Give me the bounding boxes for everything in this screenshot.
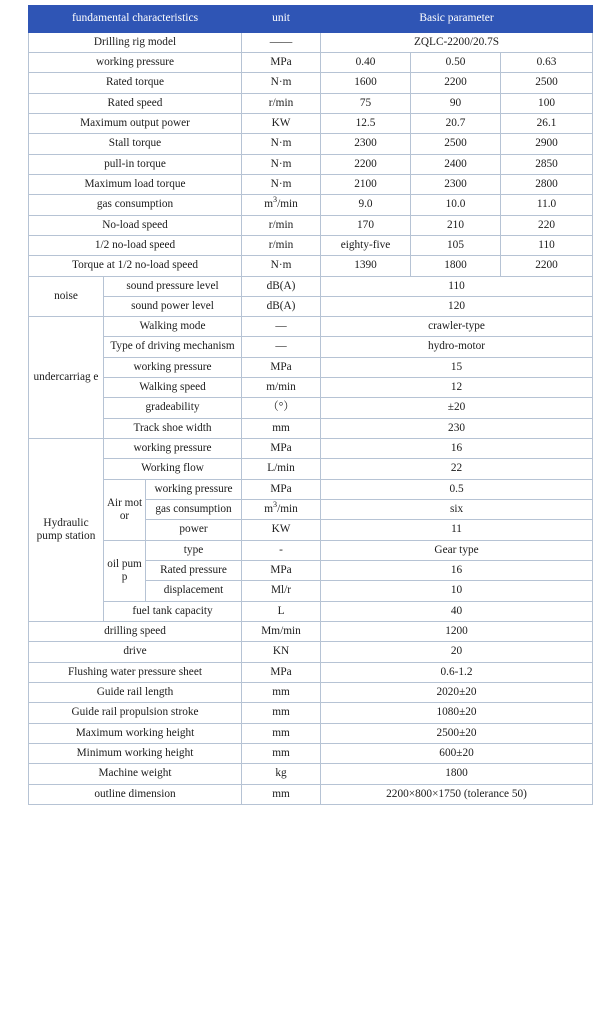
table-row-undercarriage-walking-mode — [29, 317, 593, 337]
row-label: Guide rail length — [29, 683, 242, 703]
row-value-1: 2300 — [321, 134, 411, 154]
row-value-2: 2200 — [411, 73, 501, 93]
table-row-machine-weight — [29, 764, 593, 784]
table-row-flushing-water-pressure — [29, 662, 593, 682]
row-unit: r/min — [242, 93, 321, 113]
row-value: ±20 — [321, 398, 593, 418]
row-value-3: 220 — [501, 215, 593, 235]
row-unit: mm — [242, 418, 321, 438]
table-row-guide-rail-length — [29, 683, 593, 703]
row-value: Gear type — [321, 540, 593, 560]
row-value: 1800 — [321, 764, 593, 784]
row-value-2: 2300 — [411, 174, 501, 194]
row-unit: KN — [242, 642, 321, 662]
row-unit: r/min — [242, 235, 321, 255]
row-value: 600±20 — [321, 744, 593, 764]
row-value-2: 2400 — [411, 154, 501, 174]
row-label: drilling speed — [29, 622, 242, 642]
row-value: 15 — [321, 357, 593, 377]
row-value-2: 210 — [411, 215, 501, 235]
row-label: Maximum working height — [29, 723, 242, 743]
row-value: 22 — [321, 459, 593, 479]
row-unit: mm — [242, 723, 321, 743]
row-unit: dB(A) — [242, 296, 321, 316]
table-row-guide-rail-propulsion-stroke — [29, 703, 593, 723]
unit-superscript: 3 — [273, 195, 278, 205]
group-label-oil-pump: oil pum p — [104, 540, 146, 601]
unit-superscript: 3 — [273, 500, 278, 510]
row-unit: m/min — [242, 378, 321, 398]
table-row-oil-pump-type — [29, 540, 593, 560]
row-unit: N·m — [242, 134, 321, 154]
row-value: 1080±20 — [321, 703, 593, 723]
header-characteristics: fundamental characteristics — [29, 6, 242, 33]
row-label: Walking mode — [104, 317, 242, 337]
table-row-half-no-load-speed — [29, 235, 593, 255]
row-label: displacement — [146, 581, 242, 601]
row-unit: （°） — [242, 398, 321, 418]
row-unit: N·m — [242, 154, 321, 174]
table-row-undercarriage-track-shoe-width — [29, 418, 593, 438]
row-label: No-load speed — [29, 215, 242, 235]
table-row-drive — [29, 642, 593, 662]
row-value-2: 2500 — [411, 134, 501, 154]
table-row-noise-sound-pressure — [29, 276, 593, 296]
row-value-3: 2200 — [501, 256, 593, 276]
table-row-gas-consumption — [29, 195, 593, 215]
row-unit: KW — [242, 520, 321, 540]
row-label: Flushing water pressure sheet — [29, 662, 242, 682]
row-unit: Mm/min — [242, 622, 321, 642]
table-row-hydraulic-working-pressure — [29, 439, 593, 459]
row-value: 10 — [321, 581, 593, 601]
row-value-2: 20.7 — [411, 113, 501, 133]
table-header-row — [29, 6, 593, 33]
table-row-drilling-speed — [29, 622, 593, 642]
row-value-1: 2100 — [321, 174, 411, 194]
row-label: Rated torque — [29, 73, 242, 93]
row-unit: —— — [242, 32, 321, 52]
row-label: gradeability — [104, 398, 242, 418]
row-label: sound power level — [104, 296, 242, 316]
table-row-model — [29, 32, 593, 52]
group-label-noise: noise — [29, 276, 104, 317]
row-label: Maximum load torque — [29, 174, 242, 194]
row-value: 2200×800×1750 (tolerance 50) — [321, 784, 593, 804]
row-label: Track shoe width — [104, 418, 242, 438]
row-label: Torque at 1/2 no-load speed — [29, 256, 242, 276]
row-value: 16 — [321, 439, 593, 459]
row-label: Minimum working height — [29, 744, 242, 764]
row-label: working pressure — [104, 439, 242, 459]
table-row-working-pressure — [29, 52, 593, 72]
row-unit: KW — [242, 113, 321, 133]
row-value-3: 2800 — [501, 174, 593, 194]
row-label: working pressure — [29, 52, 242, 72]
row-value: 2500±20 — [321, 723, 593, 743]
row-label: Machine weight — [29, 764, 242, 784]
row-value: 2020±20 — [321, 683, 593, 703]
table-row-noise-sound-power — [29, 296, 593, 316]
unit-base: m — [264, 503, 274, 516]
row-unit: mm — [242, 683, 321, 703]
row-unit: Ml/r — [242, 581, 321, 601]
row-unit: MPa — [242, 479, 321, 499]
row-value-3: 2850 — [501, 154, 593, 174]
row-value-3: 11.0 — [501, 195, 593, 215]
row-value: 20 — [321, 642, 593, 662]
table-row-air-motor-working-pressure — [29, 479, 593, 499]
row-value-3: 100 — [501, 93, 593, 113]
row-value: 40 — [321, 601, 593, 621]
row-label: Guide rail propulsion stroke — [29, 703, 242, 723]
row-unit: - — [242, 540, 321, 560]
table-row-stall-torque — [29, 134, 593, 154]
row-unit: N·m — [242, 73, 321, 93]
table-row-no-load-speed — [29, 215, 593, 235]
row-unit: mm — [242, 744, 321, 764]
drilling-rig-specification-table — [28, 5, 593, 805]
row-label: gas consumption — [29, 195, 242, 215]
row-unit: L/min — [242, 459, 321, 479]
row-value: 110 — [321, 276, 593, 296]
row-value-1: 75 — [321, 93, 411, 113]
row-unit: dB(A) — [242, 276, 321, 296]
row-unit — [242, 195, 321, 215]
table-row-max-load-torque — [29, 174, 593, 194]
table-row-undercarriage-working-pressure — [29, 357, 593, 377]
row-unit — [242, 500, 321, 520]
row-value: 12 — [321, 378, 593, 398]
row-value: 16 — [321, 561, 593, 581]
table-row-max-output-power — [29, 113, 593, 133]
row-label: Stall torque — [29, 134, 242, 154]
row-label: type — [146, 540, 242, 560]
table-row-rated-speed — [29, 93, 593, 113]
row-label: Type of driving mechanism — [104, 337, 242, 357]
row-value-3: 0.63 — [501, 52, 593, 72]
row-value-1: 1390 — [321, 256, 411, 276]
row-value: 230 — [321, 418, 593, 438]
table-row-rated-torque — [29, 73, 593, 93]
row-unit: L — [242, 601, 321, 621]
row-value-3: 2500 — [501, 73, 593, 93]
row-unit: r/min — [242, 215, 321, 235]
row-value: hydro-motor — [321, 337, 593, 357]
row-value-2: 105 — [411, 235, 501, 255]
row-label: Drilling rig model — [29, 32, 242, 52]
group-label-hydraulic-pump-station: Hydraulic pump station — [29, 439, 104, 622]
row-value: crawler-type — [321, 317, 593, 337]
row-value: 0.5 — [321, 479, 593, 499]
row-unit: MPa — [242, 561, 321, 581]
row-unit: mm — [242, 703, 321, 723]
row-label: pull-in torque — [29, 154, 242, 174]
row-label: sound pressure level — [104, 276, 242, 296]
row-label: Walking speed — [104, 378, 242, 398]
row-label: Rated pressure — [146, 561, 242, 581]
group-label-undercarriage: undercarriag e — [29, 317, 104, 439]
row-value-1: 2200 — [321, 154, 411, 174]
row-value-2: 10.0 — [411, 195, 501, 215]
table-row-outline-dimension — [29, 784, 593, 804]
row-value-2: 0.50 — [411, 52, 501, 72]
row-unit: kg — [242, 764, 321, 784]
header-basic-parameter: Basic parameter — [321, 6, 593, 33]
row-label: fuel tank capacity — [104, 601, 242, 621]
row-unit: MPa — [242, 662, 321, 682]
table-row-hydraulic-working-flow — [29, 459, 593, 479]
row-label: Maximum output power — [29, 113, 242, 133]
unit-suffix: /min — [277, 198, 298, 211]
row-label: gas consumption — [146, 500, 242, 520]
row-value-3: 26.1 — [501, 113, 593, 133]
header-unit: unit — [242, 6, 321, 33]
row-value: ZQLC-2200/20.7S — [321, 32, 593, 52]
table-row-torque-half-no-load — [29, 256, 593, 276]
row-unit: N·m — [242, 174, 321, 194]
row-unit: MPa — [242, 52, 321, 72]
row-unit: — — [242, 337, 321, 357]
row-label: working pressure — [104, 357, 242, 377]
row-value-1: 1600 — [321, 73, 411, 93]
row-value: 11 — [321, 520, 593, 540]
row-label: drive — [29, 642, 242, 662]
row-label: 1/2 no-load speed — [29, 235, 242, 255]
row-value-3: 2900 — [501, 134, 593, 154]
unit-base: m — [264, 198, 274, 211]
row-value-1: eighty-five — [321, 235, 411, 255]
row-value: 1200 — [321, 622, 593, 642]
row-label: outline dimension — [29, 784, 242, 804]
table-row-max-working-height — [29, 723, 593, 743]
group-label-air-motor: Air mot or — [104, 479, 146, 540]
row-unit: — — [242, 317, 321, 337]
row-unit: N·m — [242, 256, 321, 276]
row-value-1: 170 — [321, 215, 411, 235]
row-unit: MPa — [242, 439, 321, 459]
row-value-3: 110 — [501, 235, 593, 255]
row-value: six — [321, 500, 593, 520]
unit-suffix: /min — [277, 503, 298, 516]
table-row-undercarriage-driving-type — [29, 337, 593, 357]
table-row-pull-in-torque — [29, 154, 593, 174]
table-row-fuel-tank-capacity — [29, 601, 593, 621]
row-value-2: 90 — [411, 93, 501, 113]
row-value-2: 1800 — [411, 256, 501, 276]
table-row-undercarriage-walking-speed — [29, 378, 593, 398]
row-label: working pressure — [146, 479, 242, 499]
row-value-1: 0.40 — [321, 52, 411, 72]
row-label: Working flow — [104, 459, 242, 479]
row-label: power — [146, 520, 242, 540]
row-label: Rated speed — [29, 93, 242, 113]
row-value-1: 12.5 — [321, 113, 411, 133]
row-value: 120 — [321, 296, 593, 316]
row-value: 0.6-1.2 — [321, 662, 593, 682]
row-unit: mm — [242, 784, 321, 804]
row-value-1: 9.0 — [321, 195, 411, 215]
table-row-min-working-height — [29, 744, 593, 764]
table-row-undercarriage-gradeability — [29, 398, 593, 418]
row-unit: MPa — [242, 357, 321, 377]
